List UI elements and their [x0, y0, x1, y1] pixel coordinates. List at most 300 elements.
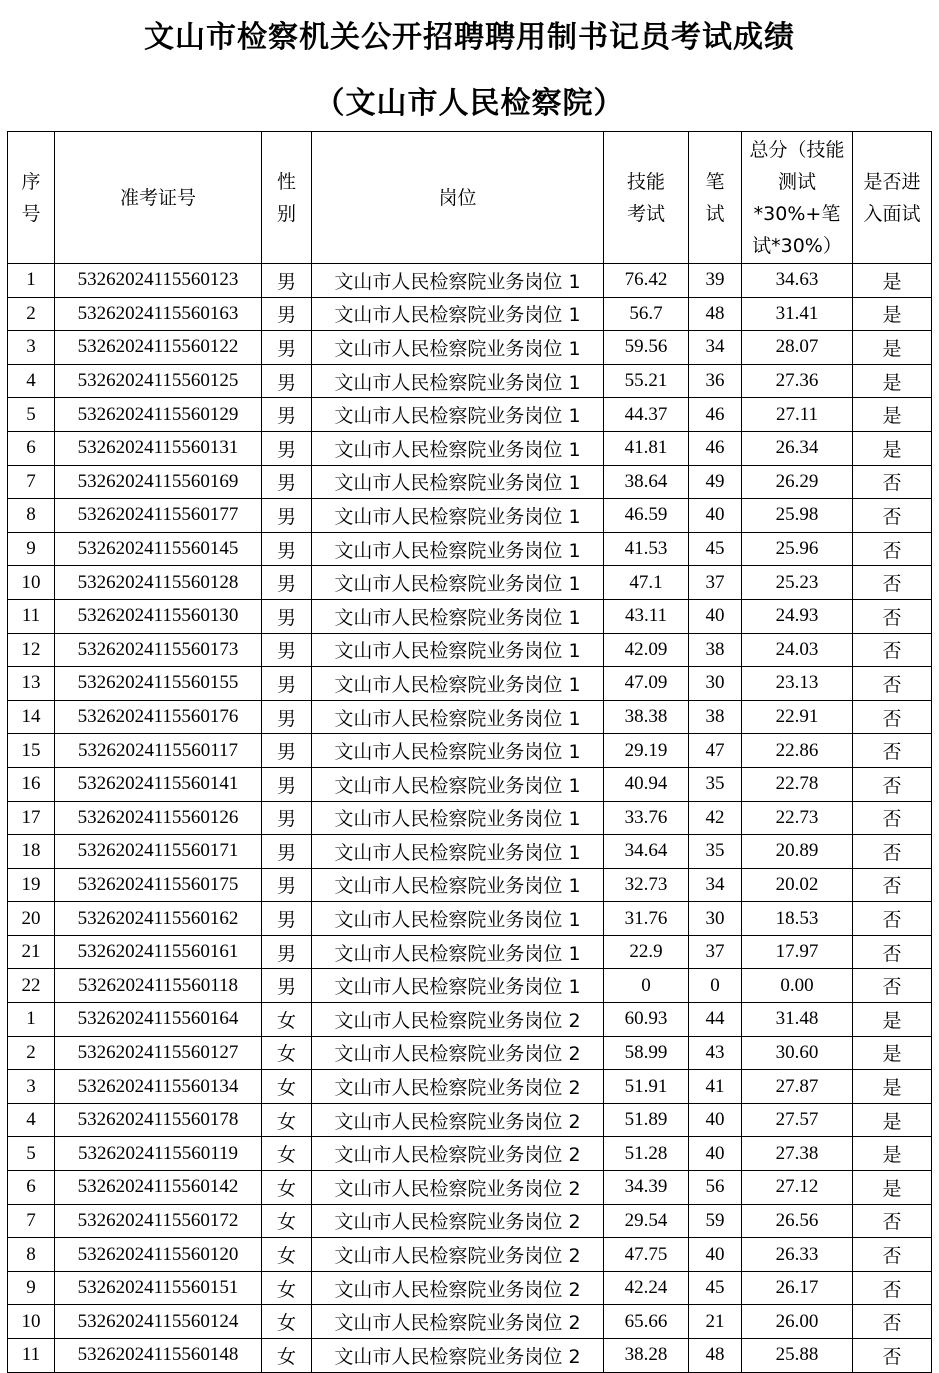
cell-position: 文山市人民检察院业务岗位 1 — [312, 734, 604, 768]
cell-gender: 男 — [262, 902, 312, 936]
cell-gender: 男 — [262, 297, 312, 331]
cell-exam-id: 53262024115560117 — [55, 734, 262, 768]
cell-interview: 是 — [853, 1103, 932, 1137]
cell-skill: 51.89 — [604, 1103, 689, 1137]
cell-exam-id: 53262024115560163 — [55, 297, 262, 331]
cell-exam-id: 53262024115560131 — [55, 431, 262, 465]
cell-interview: 否 — [853, 633, 932, 667]
table-row — [8, 431, 932, 465]
table-row — [8, 700, 932, 734]
cell-exam-id: 53262024115560177 — [55, 499, 262, 533]
cell-skill: 47.09 — [604, 667, 689, 701]
cell-position: 文山市人民检察院业务岗位 1 — [312, 499, 604, 533]
cell-exam-id: 53262024115560164 — [55, 1003, 262, 1037]
cell-interview: 是 — [853, 264, 932, 298]
cell-seq: 18 — [8, 835, 55, 869]
cell-interview: 否 — [853, 868, 932, 902]
cell-interview: 否 — [853, 566, 932, 600]
table-row — [8, 331, 932, 365]
table-row — [8, 1036, 932, 1070]
cell-gender: 女 — [262, 1204, 312, 1238]
cell-interview: 否 — [853, 835, 932, 869]
cell-seq: 1 — [8, 264, 55, 298]
cell-gender: 男 — [262, 532, 312, 566]
cell-written: 34 — [689, 868, 742, 902]
cell-total: 17.97 — [742, 935, 853, 969]
cell-gender: 男 — [262, 364, 312, 398]
cell-gender: 女 — [262, 1003, 312, 1037]
cell-total: 20.02 — [742, 868, 853, 902]
cell-exam-id: 53262024115560172 — [55, 1204, 262, 1238]
cell-interview: 是 — [853, 1171, 932, 1205]
table-row — [8, 532, 932, 566]
cell-total: 26.29 — [742, 465, 853, 499]
cell-exam-id: 53262024115560129 — [55, 398, 262, 432]
cell-interview: 是 — [853, 1137, 932, 1171]
cell-gender: 男 — [262, 667, 312, 701]
cell-exam-id: 53262024115560148 — [55, 1339, 262, 1373]
cell-total: 26.17 — [742, 1271, 853, 1305]
cell-total: 22.86 — [742, 734, 853, 768]
results-table — [7, 131, 932, 1373]
cell-written: 48 — [689, 297, 742, 331]
cell-gender: 男 — [262, 767, 312, 801]
cell-interview: 是 — [853, 1036, 932, 1070]
cell-position: 文山市人民检察院业务岗位 1 — [312, 566, 604, 600]
cell-written: 40 — [689, 1103, 742, 1137]
cell-interview: 否 — [853, 1305, 932, 1339]
cell-written: 41 — [689, 1070, 742, 1104]
cell-skill: 76.42 — [604, 264, 689, 298]
cell-gender: 女 — [262, 1070, 312, 1104]
cell-position: 文山市人民检察院业务岗位 1 — [312, 398, 604, 432]
cell-seq: 5 — [8, 398, 55, 432]
cell-interview: 是 — [853, 398, 932, 432]
cell-skill: 43.11 — [604, 599, 689, 633]
cell-written: 30 — [689, 902, 742, 936]
cell-gender: 女 — [262, 1103, 312, 1137]
cell-seq: 1 — [8, 1003, 55, 1037]
cell-total: 24.93 — [742, 599, 853, 633]
cell-skill: 34.39 — [604, 1171, 689, 1205]
cell-position: 文山市人民检察院业务岗位 1 — [312, 364, 604, 398]
cell-seq: 7 — [8, 1204, 55, 1238]
cell-gender: 女 — [262, 1137, 312, 1171]
cell-position: 文山市人民检察院业务岗位 1 — [312, 935, 604, 969]
cell-exam-id: 53262024115560120 — [55, 1238, 262, 1272]
cell-gender: 女 — [262, 1171, 312, 1205]
cell-skill: 38.64 — [604, 465, 689, 499]
cell-seq: 3 — [8, 1070, 55, 1104]
cell-total: 27.57 — [742, 1103, 853, 1137]
cell-written: 59 — [689, 1204, 742, 1238]
table-row — [8, 1339, 932, 1373]
cell-seq: 8 — [8, 499, 55, 533]
table-row — [8, 868, 932, 902]
cell-interview: 否 — [853, 599, 932, 633]
cell-position: 文山市人民检察院业务岗位 1 — [312, 868, 604, 902]
cell-skill: 65.66 — [604, 1305, 689, 1339]
cell-seq: 22 — [8, 969, 55, 1003]
cell-exam-id: 53262024115560124 — [55, 1305, 262, 1339]
cell-position: 文山市人民检察院业务岗位 1 — [312, 700, 604, 734]
cell-gender: 男 — [262, 868, 312, 902]
cell-position: 文山市人民检察院业务岗位 1 — [312, 264, 604, 298]
cell-interview: 是 — [853, 1003, 932, 1037]
cell-position: 文山市人民检察院业务岗位 2 — [312, 1204, 604, 1238]
cell-gender: 男 — [262, 566, 312, 600]
cell-interview: 否 — [853, 767, 932, 801]
cell-exam-id: 53262024115560176 — [55, 700, 262, 734]
cell-exam-id: 53262024115560169 — [55, 465, 262, 499]
cell-written: 40 — [689, 1137, 742, 1171]
cell-seq: 7 — [8, 465, 55, 499]
cell-total: 0.00 — [742, 969, 853, 1003]
cell-written: 40 — [689, 1238, 742, 1272]
cell-position: 文山市人民检察院业务岗位 2 — [312, 1036, 604, 1070]
cell-gender: 男 — [262, 431, 312, 465]
cell-gender: 女 — [262, 1271, 312, 1305]
table-row — [8, 1171, 932, 1205]
cell-written: 45 — [689, 1271, 742, 1305]
cell-total: 25.98 — [742, 499, 853, 533]
cell-interview: 否 — [853, 667, 932, 701]
cell-seq: 6 — [8, 431, 55, 465]
cell-skill: 40.94 — [604, 767, 689, 801]
cell-total: 22.73 — [742, 801, 853, 835]
cell-written: 40 — [689, 599, 742, 633]
cell-position: 文山市人民检察院业务岗位 2 — [312, 1103, 604, 1137]
cell-exam-id: 53262024115560134 — [55, 1070, 262, 1104]
cell-position: 文山市人民检察院业务岗位 2 — [312, 1339, 604, 1373]
cell-exam-id: 53262024115560130 — [55, 599, 262, 633]
cell-seq: 10 — [8, 1305, 55, 1339]
cell-exam-id: 53262024115560126 — [55, 801, 262, 835]
cell-skill: 59.56 — [604, 331, 689, 365]
cell-seq: 19 — [8, 868, 55, 902]
cell-interview: 是 — [853, 431, 932, 465]
cell-seq: 21 — [8, 935, 55, 969]
cell-written: 37 — [689, 566, 742, 600]
table-row — [8, 935, 932, 969]
table-row — [8, 264, 932, 298]
cell-interview: 是 — [853, 331, 932, 365]
cell-skill: 47.75 — [604, 1238, 689, 1272]
cell-skill: 0 — [604, 969, 689, 1003]
cell-position: 文山市人民检察院业务岗位 2 — [312, 1171, 604, 1205]
cell-exam-id: 53262024115560161 — [55, 935, 262, 969]
cell-written: 43 — [689, 1036, 742, 1070]
cell-written: 35 — [689, 835, 742, 869]
header-interview: 是否进入面试 — [853, 132, 932, 264]
cell-skill: 55.21 — [604, 364, 689, 398]
cell-skill: 29.19 — [604, 734, 689, 768]
cell-skill: 51.91 — [604, 1070, 689, 1104]
table-row — [8, 667, 932, 701]
table-row — [8, 1003, 932, 1037]
header-skill: 技能考试 — [604, 132, 689, 264]
cell-exam-id: 53262024115560155 — [55, 667, 262, 701]
cell-position: 文山市人民检察院业务岗位 1 — [312, 767, 604, 801]
cell-gender: 女 — [262, 1238, 312, 1272]
table-row — [8, 1103, 932, 1137]
page-title: 文山市检察机关公开招聘聘用制书记员考试成绩 — [144, 20, 795, 55]
cell-skill: 42.09 — [604, 633, 689, 667]
cell-seq: 15 — [8, 734, 55, 768]
cell-skill: 38.38 — [604, 700, 689, 734]
cell-written: 46 — [689, 431, 742, 465]
cell-seq: 3 — [8, 331, 55, 365]
table-row — [8, 297, 932, 331]
cell-seq: 2 — [8, 1036, 55, 1070]
cell-position: 文山市人民检察院业务岗位 2 — [312, 1238, 604, 1272]
header-position: 岗位 — [312, 132, 604, 264]
header-seq: 序号 — [8, 132, 55, 264]
cell-seq: 4 — [8, 1103, 55, 1137]
cell-position: 文山市人民检察院业务岗位 2 — [312, 1137, 604, 1171]
cell-written: 49 — [689, 465, 742, 499]
cell-exam-id: 53262024115560173 — [55, 633, 262, 667]
cell-seq: 9 — [8, 1271, 55, 1305]
cell-total: 25.88 — [742, 1339, 853, 1373]
cell-written: 35 — [689, 767, 742, 801]
cell-interview: 否 — [853, 935, 932, 969]
cell-total: 26.56 — [742, 1204, 853, 1238]
cell-interview: 否 — [853, 734, 932, 768]
table-row — [8, 969, 932, 1003]
cell-skill: 56.7 — [604, 297, 689, 331]
cell-skill: 46.59 — [604, 499, 689, 533]
cell-seq: 17 — [8, 801, 55, 835]
cell-interview: 否 — [853, 532, 932, 566]
cell-written: 38 — [689, 700, 742, 734]
cell-gender: 女 — [262, 1339, 312, 1373]
cell-written: 39 — [689, 264, 742, 298]
cell-total: 22.91 — [742, 700, 853, 734]
cell-interview: 否 — [853, 801, 932, 835]
cell-interview: 是 — [853, 297, 932, 331]
cell-interview: 否 — [853, 700, 932, 734]
cell-total: 22.78 — [742, 767, 853, 801]
cell-gender: 男 — [262, 734, 312, 768]
cell-total: 27.38 — [742, 1137, 853, 1171]
cell-gender: 男 — [262, 969, 312, 1003]
cell-seq: 16 — [8, 767, 55, 801]
table-row — [8, 364, 932, 398]
cell-exam-id: 53262024115560127 — [55, 1036, 262, 1070]
cell-seq: 20 — [8, 902, 55, 936]
cell-total: 27.36 — [742, 364, 853, 398]
cell-total: 27.12 — [742, 1171, 853, 1205]
table-row — [8, 1271, 932, 1305]
cell-interview: 否 — [853, 1271, 932, 1305]
cell-written: 34 — [689, 331, 742, 365]
cell-interview: 否 — [853, 1204, 932, 1238]
table-row — [8, 398, 932, 432]
table-row — [8, 902, 932, 936]
cell-interview: 否 — [853, 902, 932, 936]
table-row — [8, 1204, 932, 1238]
cell-skill: 22.9 — [604, 935, 689, 969]
cell-total: 26.33 — [742, 1238, 853, 1272]
cell-exam-id: 53262024115560141 — [55, 767, 262, 801]
cell-total: 25.96 — [742, 532, 853, 566]
cell-gender: 男 — [262, 599, 312, 633]
cell-exam-id: 53262024115560123 — [55, 264, 262, 298]
cell-position: 文山市人民检察院业务岗位 2 — [312, 1305, 604, 1339]
cell-skill: 44.37 — [604, 398, 689, 432]
table-row — [8, 801, 932, 835]
cell-gender: 男 — [262, 264, 312, 298]
cell-total: 24.03 — [742, 633, 853, 667]
cell-total: 26.34 — [742, 431, 853, 465]
cell-position: 文山市人民检察院业务岗位 1 — [312, 465, 604, 499]
cell-written: 48 — [689, 1339, 742, 1373]
table-row — [8, 1137, 932, 1171]
cell-written: 37 — [689, 935, 742, 969]
cell-seq: 13 — [8, 667, 55, 701]
cell-skill: 51.28 — [604, 1137, 689, 1171]
cell-position: 文山市人民检察院业务岗位 1 — [312, 331, 604, 365]
cell-total: 27.11 — [742, 398, 853, 432]
cell-total: 30.60 — [742, 1036, 853, 1070]
cell-exam-id: 53262024115560145 — [55, 532, 262, 566]
table-row — [8, 1305, 932, 1339]
table-row — [8, 633, 932, 667]
cell-position: 文山市人民检察院业务岗位 1 — [312, 633, 604, 667]
cell-seq: 11 — [8, 599, 55, 633]
cell-gender: 男 — [262, 700, 312, 734]
cell-position: 文山市人民检察院业务岗位 1 — [312, 969, 604, 1003]
page-subtitle: （文山市人民检察院） — [314, 86, 625, 121]
cell-seq: 5 — [8, 1137, 55, 1171]
cell-skill: 34.64 — [604, 835, 689, 869]
cell-skill: 58.99 — [604, 1036, 689, 1070]
header-row — [8, 132, 932, 264]
cell-exam-id: 53262024115560178 — [55, 1103, 262, 1137]
cell-position: 文山市人民检察院业务岗位 1 — [312, 431, 604, 465]
cell-written: 21 — [689, 1305, 742, 1339]
cell-interview: 是 — [853, 364, 932, 398]
cell-skill: 41.81 — [604, 431, 689, 465]
cell-gender: 女 — [262, 1305, 312, 1339]
cell-position: 文山市人民检察院业务岗位 2 — [312, 1003, 604, 1037]
table-row — [8, 1070, 932, 1104]
table-row — [8, 767, 932, 801]
cell-skill: 47.1 — [604, 566, 689, 600]
cell-position: 文山市人民检察院业务岗位 1 — [312, 801, 604, 835]
cell-exam-id: 53262024115560151 — [55, 1271, 262, 1305]
cell-seq: 12 — [8, 633, 55, 667]
cell-gender: 男 — [262, 935, 312, 969]
cell-written: 56 — [689, 1171, 742, 1205]
cell-seq: 11 — [8, 1339, 55, 1373]
cell-exam-id: 53262024115560122 — [55, 331, 262, 365]
header-gender: 性别 — [262, 132, 312, 264]
cell-position: 文山市人民检察院业务岗位 1 — [312, 667, 604, 701]
cell-skill: 33.76 — [604, 801, 689, 835]
cell-skill: 32.73 — [604, 868, 689, 902]
cell-interview: 否 — [853, 969, 932, 1003]
table-row — [8, 734, 932, 768]
cell-exam-id: 53262024115560118 — [55, 969, 262, 1003]
cell-position: 文山市人民检察院业务岗位 2 — [312, 1070, 604, 1104]
cell-total: 31.48 — [742, 1003, 853, 1037]
cell-seq: 9 — [8, 532, 55, 566]
cell-written: 47 — [689, 734, 742, 768]
table-row — [8, 465, 932, 499]
cell-gender: 男 — [262, 835, 312, 869]
table-row — [8, 1238, 932, 1272]
cell-exam-id: 53262024115560171 — [55, 835, 262, 869]
cell-exam-id: 53262024115560175 — [55, 868, 262, 902]
cell-skill: 41.53 — [604, 532, 689, 566]
cell-position: 文山市人民检察院业务岗位 1 — [312, 532, 604, 566]
header-exam-id: 准考证号 — [55, 132, 262, 264]
cell-written: 46 — [689, 398, 742, 432]
cell-gender: 男 — [262, 398, 312, 432]
table-row — [8, 499, 932, 533]
table-row — [8, 566, 932, 600]
header-written: 笔试 — [689, 132, 742, 264]
cell-total: 23.13 — [742, 667, 853, 701]
table-row — [8, 835, 932, 869]
cell-exam-id: 53262024115560128 — [55, 566, 262, 600]
cell-seq: 4 — [8, 364, 55, 398]
cell-position: 文山市人民检察院业务岗位 2 — [312, 1271, 604, 1305]
cell-seq: 10 — [8, 566, 55, 600]
cell-gender: 男 — [262, 499, 312, 533]
cell-exam-id: 53262024115560119 — [55, 1137, 262, 1171]
cell-skill: 31.76 — [604, 902, 689, 936]
cell-interview: 否 — [853, 1238, 932, 1272]
cell-gender: 男 — [262, 801, 312, 835]
cell-written: 44 — [689, 1003, 742, 1037]
cell-total: 27.87 — [742, 1070, 853, 1104]
cell-gender: 男 — [262, 465, 312, 499]
cell-seq: 14 — [8, 700, 55, 734]
cell-total: 25.23 — [742, 566, 853, 600]
cell-position: 文山市人民检察院业务岗位 1 — [312, 297, 604, 331]
cell-skill: 60.93 — [604, 1003, 689, 1037]
cell-exam-id: 53262024115560162 — [55, 902, 262, 936]
cell-written: 0 — [689, 969, 742, 1003]
cell-skill: 38.28 — [604, 1339, 689, 1373]
cell-total: 18.53 — [742, 902, 853, 936]
cell-total: 28.07 — [742, 331, 853, 365]
cell-gender: 男 — [262, 633, 312, 667]
cell-written: 42 — [689, 801, 742, 835]
cell-written: 45 — [689, 532, 742, 566]
cell-seq: 8 — [8, 1238, 55, 1272]
cell-total: 20.89 — [742, 835, 853, 869]
cell-exam-id: 53262024115560125 — [55, 364, 262, 398]
cell-written: 30 — [689, 667, 742, 701]
cell-gender: 女 — [262, 1036, 312, 1070]
cell-seq: 6 — [8, 1171, 55, 1205]
cell-gender: 男 — [262, 331, 312, 365]
cell-total: 26.00 — [742, 1305, 853, 1339]
cell-position: 文山市人民检察院业务岗位 1 — [312, 599, 604, 633]
cell-interview: 是 — [853, 1070, 932, 1104]
cell-seq: 2 — [8, 297, 55, 331]
cell-skill: 29.54 — [604, 1204, 689, 1238]
cell-position: 文山市人民检察院业务岗位 1 — [312, 902, 604, 936]
cell-written: 40 — [689, 499, 742, 533]
cell-position: 文山市人民检察院业务岗位 1 — [312, 835, 604, 869]
cell-total: 31.41 — [742, 297, 853, 331]
table-row — [8, 599, 932, 633]
